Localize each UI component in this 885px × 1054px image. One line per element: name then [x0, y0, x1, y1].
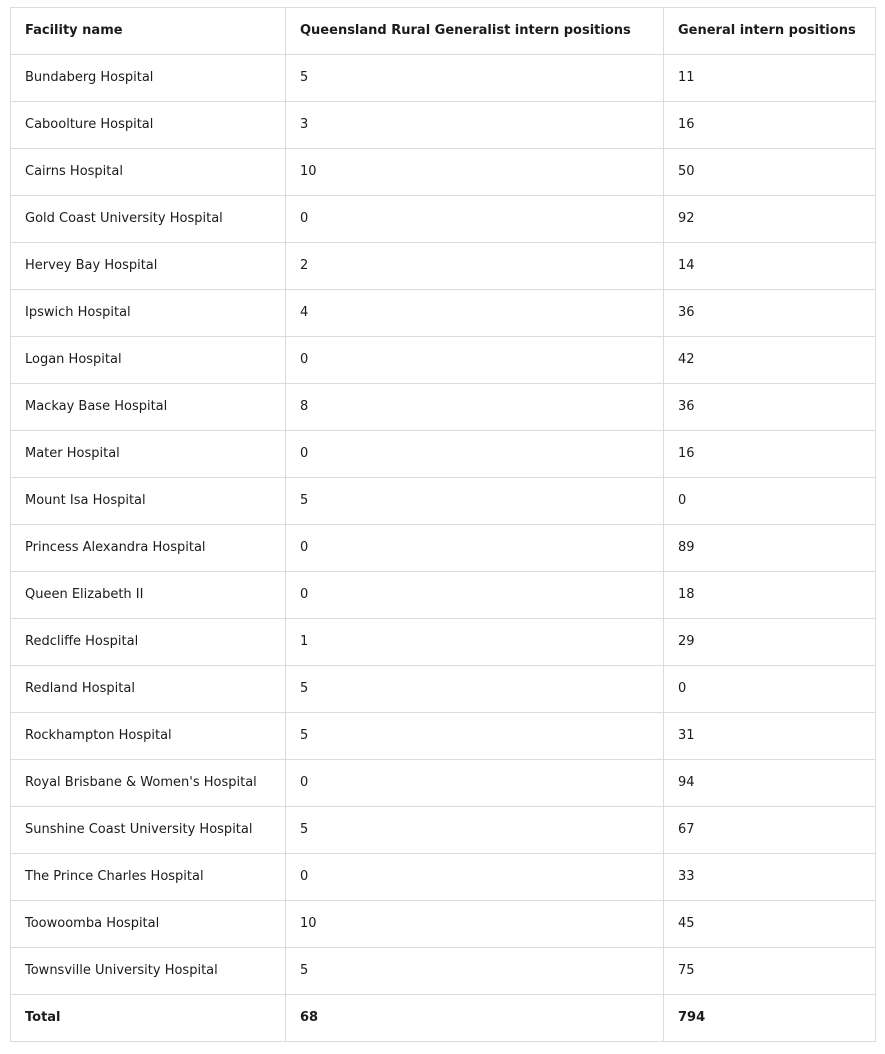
facility-cell: Royal Brisbane & Women's Hospital [11, 760, 286, 807]
qrg-cell: 5 [286, 55, 664, 102]
table-row [11, 431, 876, 478]
facility-cell: The Prince Charles Hospital [11, 854, 286, 901]
facility-cell: Hervey Bay Hospital [11, 243, 286, 290]
general-cell: 36 [664, 290, 876, 337]
table-row [11, 243, 876, 290]
facility-cell: Bundaberg Hospital [11, 55, 286, 102]
facility-cell: Redland Hospital [11, 666, 286, 713]
general-cell: 0 [664, 666, 876, 713]
column-header-qrg-intern-positions: Queensland Rural Generalist intern positions [286, 8, 664, 55]
general-cell: 36 [664, 384, 876, 431]
table-row [11, 478, 876, 525]
table-row [11, 666, 876, 713]
table-row [11, 196, 876, 243]
general-cell: 67 [664, 807, 876, 854]
facility-cell: Redcliffe Hospital [11, 619, 286, 666]
qrg-cell: 0 [286, 854, 664, 901]
qrg-cell: 5 [286, 478, 664, 525]
qrg-cell: 5 [286, 666, 664, 713]
general-cell: 16 [664, 431, 876, 478]
total-general-cell: 794 [664, 995, 876, 1042]
table-row [11, 290, 876, 337]
qrg-cell: 4 [286, 290, 664, 337]
general-cell: 14 [664, 243, 876, 290]
general-cell: 29 [664, 619, 876, 666]
general-cell: 18 [664, 572, 876, 619]
qrg-cell: 5 [286, 807, 664, 854]
qrg-cell: 0 [286, 431, 664, 478]
general-cell: 50 [664, 149, 876, 196]
qrg-cell: 10 [286, 901, 664, 948]
facility-cell: Mackay Base Hospital [11, 384, 286, 431]
general-cell: 75 [664, 948, 876, 995]
table-row [11, 901, 876, 948]
table-row [11, 525, 876, 572]
qrg-cell: 2 [286, 243, 664, 290]
facility-cell: Townsville University Hospital [11, 948, 286, 995]
qrg-cell: 0 [286, 572, 664, 619]
general-cell: 42 [664, 337, 876, 384]
facility-cell: Cairns Hospital [11, 149, 286, 196]
table-row [11, 807, 876, 854]
qrg-cell: 0 [286, 760, 664, 807]
table-row [11, 619, 876, 666]
qrg-cell: 5 [286, 948, 664, 995]
table-row [11, 854, 876, 901]
total-label-cell: Total [11, 995, 286, 1042]
qrg-cell: 3 [286, 102, 664, 149]
facility-cell: Sunshine Coast University Hospital [11, 807, 286, 854]
table-row [11, 384, 876, 431]
table-row [11, 102, 876, 149]
table-row [11, 713, 876, 760]
facility-cell: Toowoomba Hospital [11, 901, 286, 948]
general-cell: 31 [664, 713, 876, 760]
qrg-cell: 10 [286, 149, 664, 196]
column-header-facility-name: Facility name [11, 8, 286, 55]
table-row [11, 948, 876, 995]
table-row [11, 55, 876, 102]
table-row [11, 760, 876, 807]
general-cell: 0 [664, 478, 876, 525]
facility-cell: Princess Alexandra Hospital [11, 525, 286, 572]
general-cell: 16 [664, 102, 876, 149]
general-cell: 11 [664, 55, 876, 102]
qrg-cell: 8 [286, 384, 664, 431]
facility-cell: Mount Isa Hospital [11, 478, 286, 525]
table-header-row [11, 8, 876, 55]
facility-cell: Ipswich Hospital [11, 290, 286, 337]
facility-cell: Queen Elizabeth II [11, 572, 286, 619]
general-cell: 94 [664, 760, 876, 807]
qrg-cell: 0 [286, 337, 664, 384]
general-cell: 89 [664, 525, 876, 572]
total-qrg-cell: 68 [286, 995, 664, 1042]
qrg-cell: 5 [286, 713, 664, 760]
qrg-cell: 1 [286, 619, 664, 666]
table-row [11, 572, 876, 619]
facility-cell: Gold Coast University Hospital [11, 196, 286, 243]
table-row [11, 337, 876, 384]
facility-cell: Mater Hospital [11, 431, 286, 478]
general-cell: 33 [664, 854, 876, 901]
general-cell: 92 [664, 196, 876, 243]
general-cell: 45 [664, 901, 876, 948]
facility-cell: Rockhampton Hospital [11, 713, 286, 760]
qrg-cell: 0 [286, 525, 664, 572]
qrg-cell: 0 [286, 196, 664, 243]
column-header-general-intern-positions: General intern positions [664, 8, 876, 55]
total-row [11, 995, 876, 1042]
facility-cell: Caboolture Hospital [11, 102, 286, 149]
intern-positions-table [10, 7, 876, 1042]
facility-cell: Logan Hospital [11, 337, 286, 384]
table-row [11, 149, 876, 196]
